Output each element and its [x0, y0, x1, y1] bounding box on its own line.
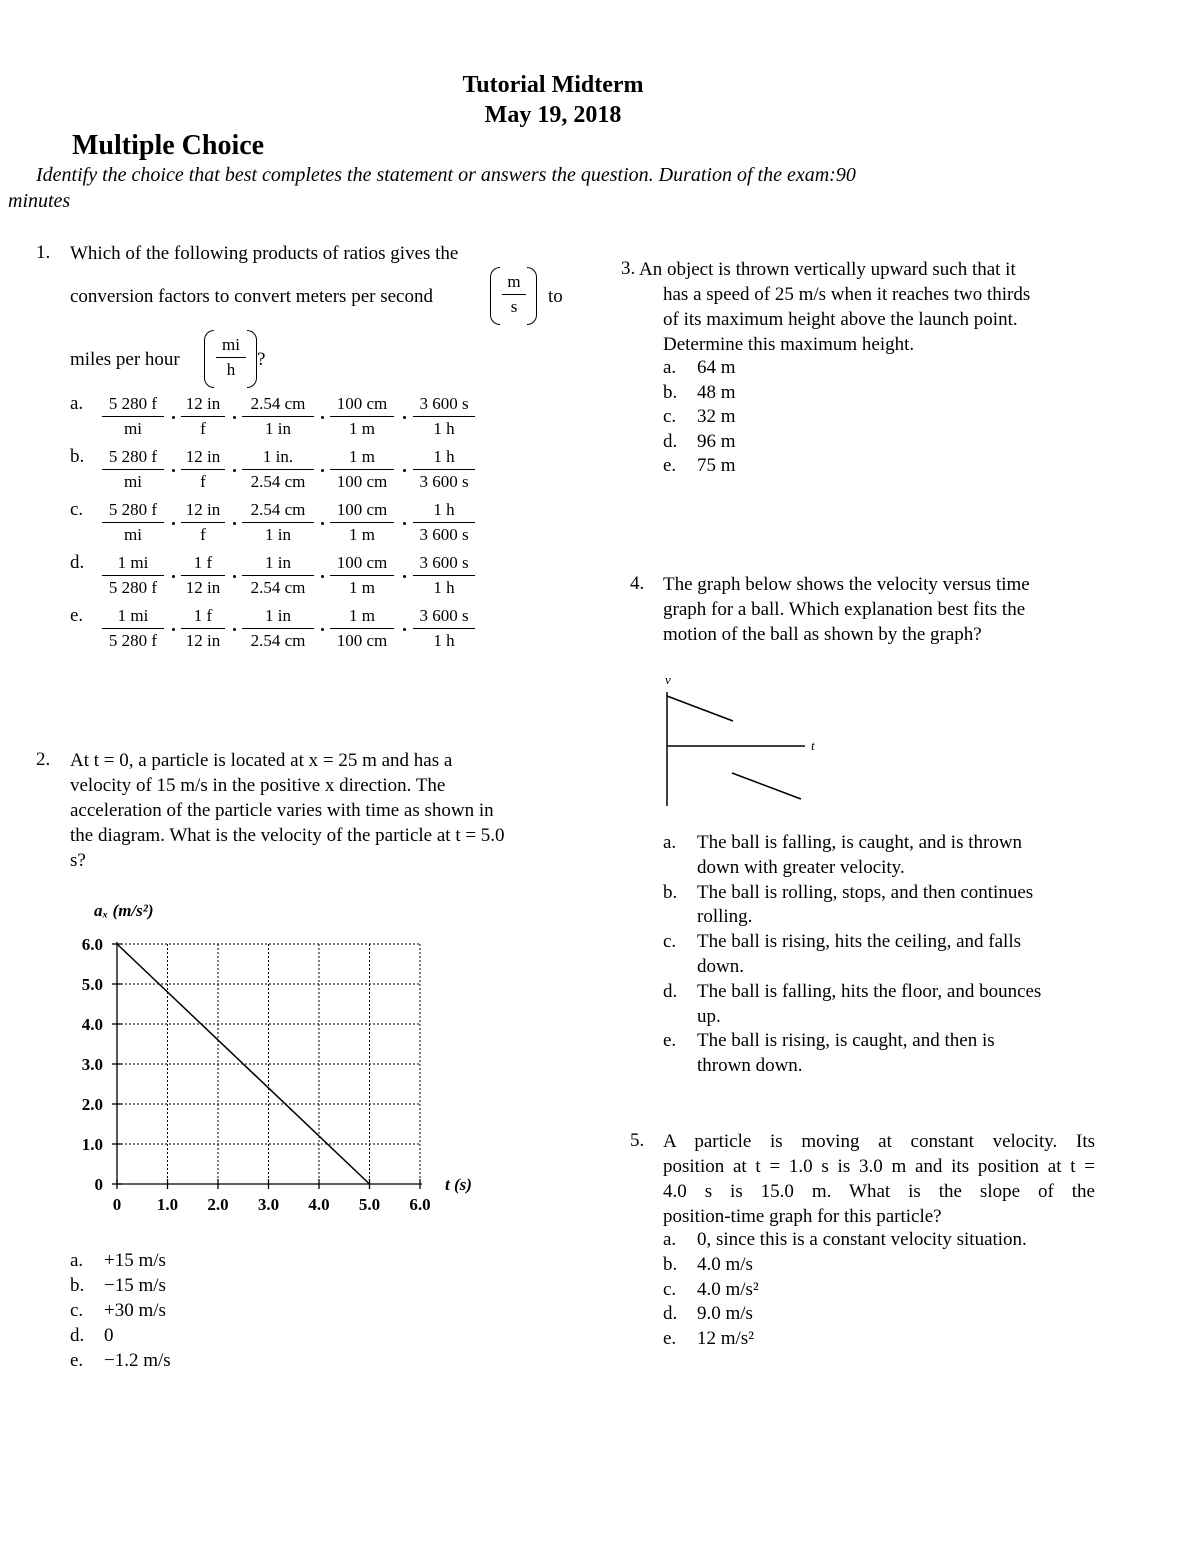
conversion-fraction [242, 392, 314, 441]
conversion-fraction [242, 604, 314, 653]
option-b[interactable] [70, 1273, 171, 1298]
option-b[interactable] [663, 381, 736, 406]
multiplication-dot [233, 575, 236, 578]
fraction-numerator: 12 in [181, 392, 225, 417]
unit-fraction-mi-per-h [216, 333, 246, 382]
fraction-numerator: 2.54 cm [242, 498, 314, 523]
conversion-fraction [413, 445, 475, 494]
multiplication-dot [172, 522, 175, 525]
option-text-line: down. [697, 955, 744, 977]
fraction-numerator: 12 in [181, 498, 225, 523]
conversion-fraction [242, 445, 314, 494]
option-letter: c. [663, 1278, 677, 1300]
fraction-denominator: 1 h [433, 578, 455, 597]
option-letter: a. [663, 1229, 677, 1250]
question-text-line: The graph below shows the velocity versus time [663, 574, 1030, 595]
option-text: 4.0 m/s² [697, 1278, 759, 1300]
question-text-line: 4.0 s is 15.0 m. What is the slope of the [663, 1181, 1095, 1202]
question-5-options [663, 1228, 1027, 1352]
option-letter: c. [70, 1300, 84, 1321]
question-text-line: At t = 0, a particle is located at x = 25 m and has a [70, 750, 453, 771]
fraction-numerator: 1 f [181, 551, 225, 576]
question-text-line: the diagram. What is the velocity of the particle at t = 5.0 [70, 825, 505, 846]
option-text-line: The ball is rolling, stops, and then continues [697, 881, 1034, 903]
conversion-fraction [102, 498, 164, 547]
question-number: 2. [36, 749, 51, 770]
question-text [663, 572, 1030, 647]
question-text [70, 748, 505, 873]
question-text-line: s? [70, 850, 86, 871]
question-text-line: acceleration of the particle varies with time as shown in [70, 800, 494, 821]
conversion-fraction [242, 498, 314, 547]
velocity-time-sketch [655, 668, 835, 813]
option-letter: e. [663, 455, 677, 476]
conversion-fraction [181, 551, 225, 600]
fraction-denominator: 12 in [185, 631, 221, 650]
y-tick-label: 2.0 [81, 1095, 103, 1114]
conversion-fraction [330, 604, 394, 653]
option-text-line: rolling. [697, 906, 753, 928]
question-text-line: miles per hour [70, 349, 180, 370]
fraction-numerator: 5 280 f [102, 498, 164, 523]
exam-title: Tutorial Midterm [462, 72, 644, 98]
conversion-fraction [102, 551, 164, 600]
option-letter: a. [70, 1250, 84, 1271]
question-2-options [70, 1248, 171, 1373]
option-letter: b. [663, 381, 678, 403]
fraction-numerator: 1 h [413, 445, 475, 470]
conversion-fraction [181, 392, 225, 441]
option-text: 96 m [697, 430, 736, 452]
x-tick-label: 0 [112, 1195, 122, 1214]
option-letter: a. [70, 393, 84, 414]
fraction-numerator: mi [216, 333, 246, 358]
fraction-denominator: 2.54 cm [250, 631, 306, 650]
fraction-numerator: 1 mi [102, 604, 164, 629]
option-letter: e. [70, 605, 84, 626]
fraction-denominator: 1 m [349, 419, 375, 438]
fraction-numerator: 2.54 cm [242, 392, 314, 417]
conversion-fraction [330, 392, 394, 441]
option-letter: c. [663, 931, 677, 953]
option-c[interactable] [663, 405, 736, 430]
y-tick-label: 1.0 [81, 1135, 103, 1154]
option-b[interactable] [663, 881, 1041, 931]
fraction-denominator: mi [124, 419, 142, 438]
multiplication-dot [321, 628, 324, 631]
multiplication-dot [403, 628, 406, 631]
option-letter: b. [663, 881, 678, 903]
acceleration-time-chart [60, 890, 500, 1220]
instructions [8, 162, 1058, 214]
multiplication-dot [172, 628, 175, 631]
fraction-denominator: f [200, 419, 206, 438]
fraction-denominator: 5 280 f [108, 578, 158, 597]
option-text-line: down with greater velocity. [697, 856, 905, 878]
multiplication-dot [403, 522, 406, 525]
question-text-line: A particle is moving at constant velocity. Its [663, 1131, 1095, 1152]
option-text: −15 m/s [104, 1275, 166, 1296]
question-text-line: An object is thrown vertically upward such that it [639, 259, 1016, 280]
question-text-line: ? [257, 349, 266, 370]
option-text: 12 m/s² [697, 1328, 754, 1350]
fraction-numerator: 3 600 s [413, 604, 475, 629]
y-tick-label: 3.0 [81, 1055, 103, 1074]
fraction-numerator: 12 in [181, 445, 225, 470]
fraction-denominator: 1 in [265, 525, 291, 544]
multiplication-dot [172, 416, 175, 419]
conversion-fraction [413, 604, 475, 653]
question-text-line: velocity of 15 m/s in the positive x direction. The [70, 775, 446, 796]
fraction-denominator: 1 m [349, 578, 375, 597]
question-number: 1. [36, 242, 51, 263]
option-letter: e. [70, 1350, 84, 1371]
option-letter: b. [663, 1253, 678, 1275]
option-d[interactable] [70, 1323, 171, 1348]
fraction-denominator: f [200, 525, 206, 544]
option-letter: e. [663, 1328, 677, 1350]
option-text: 64 m [697, 357, 736, 378]
option-letter: a. [663, 832, 677, 853]
question-text-line: graph for a ball. Which explanation best fits the [663, 599, 1026, 620]
option-e[interactable] [663, 454, 736, 479]
conversion-fraction [413, 498, 475, 547]
question-text-line: Which of the following products of ratios gives the [70, 243, 459, 264]
question-text [663, 282, 1030, 357]
velocity-segment-2 [732, 773, 801, 799]
option-letter: d. [70, 552, 85, 573]
fraction-denominator: 2.54 cm [250, 578, 306, 597]
conversion-fraction [330, 445, 394, 494]
y-tick-label: 0 [94, 1175, 103, 1194]
question-text [663, 1129, 1095, 1229]
option-letter: a. [663, 357, 677, 378]
multiplication-dot [172, 469, 175, 472]
fraction-numerator: 3 600 s [413, 392, 475, 417]
right-paren [527, 267, 537, 325]
option-letter: b. [70, 1275, 85, 1296]
fraction-numerator: 1 in [242, 604, 314, 629]
fraction-numerator: 3 600 s [413, 551, 475, 576]
conversion-fraction [181, 445, 225, 494]
fraction-numerator: 1 m [330, 604, 394, 629]
multiplication-dot [321, 575, 324, 578]
section-heading: Multiple Choice [72, 130, 265, 161]
option-text: 48 m [697, 381, 736, 403]
option-e[interactable] [70, 1348, 171, 1373]
conversion-fraction [413, 392, 475, 441]
fraction-denominator: 3 600 s [419, 472, 469, 491]
option-text-line: up. [697, 1005, 721, 1027]
question-text-line: position at t = 1.0 s is 3.0 m and its position at t = [663, 1156, 1095, 1177]
fraction-denominator: 1 h [433, 631, 455, 650]
fraction-denominator: h [226, 360, 236, 379]
question-text-line: position-time graph for this particle? [663, 1206, 942, 1227]
option-letter: b. [70, 446, 85, 467]
option-letter: c. [663, 406, 677, 427]
fraction-denominator: 2.54 cm [250, 472, 306, 491]
option-text-line: The ball is rising, is caught, and then is [697, 1030, 995, 1052]
unit-fraction-m-per-s [502, 270, 526, 319]
velocity-segment-1 [667, 696, 733, 721]
fraction-denominator: 1 m [349, 525, 375, 544]
option-text: 0, since this is a constant velocity situation. [697, 1229, 1027, 1250]
option-text-line: The ball is rising, hits the ceiling, and falls [697, 931, 1021, 953]
v-axis-label: v [665, 672, 671, 687]
conversion-fraction [102, 445, 164, 494]
option-letter: e. [663, 1030, 677, 1052]
fraction-denominator: 100 cm [336, 472, 388, 491]
option-text-line: The ball is falling, is caught, and is thrown [697, 832, 1023, 853]
multiplication-dot [321, 522, 324, 525]
question-number: 5. [630, 1130, 645, 1151]
fraction-denominator: 100 cm [336, 631, 388, 650]
exam-date: May 19, 2018 [484, 102, 622, 128]
question-text-line: of its maximum height above the launch point. [663, 309, 1018, 330]
option-letter: c. [70, 499, 84, 520]
multiplication-dot [233, 416, 236, 419]
option-letter: d. [663, 1303, 678, 1325]
fraction-denominator: 1 in [265, 419, 291, 438]
multiplication-dot [233, 469, 236, 472]
option-a[interactable] [663, 831, 1041, 881]
multiplication-dot [233, 522, 236, 525]
option-d[interactable] [663, 980, 1041, 1030]
option-letter: d. [663, 430, 678, 452]
option-d[interactable] [663, 1302, 1027, 1327]
y-axis-label: aₓ (m/s²) [94, 901, 154, 920]
y-tick-label: 6.0 [81, 935, 103, 954]
option-c[interactable] [70, 1298, 171, 1323]
question-number: 4. [630, 573, 645, 594]
instructions-line-1: Identify the choice that best completes the statement or answers the question. Duration of the exam:90 [36, 164, 856, 186]
multiplication-dot [233, 628, 236, 631]
option-text: 9.0 m/s [697, 1303, 753, 1325]
option-b[interactable] [663, 1253, 1027, 1278]
question-text-line: motion of the ball as shown by the graph? [663, 624, 982, 645]
conversion-fraction [330, 551, 394, 600]
option-text: 0 [104, 1325, 114, 1346]
option-text: 75 m [697, 455, 736, 476]
multiplication-dot [321, 416, 324, 419]
multiplication-dot [403, 416, 406, 419]
fraction-denominator: 3 600 s [419, 525, 469, 544]
conversion-fraction [242, 551, 314, 600]
question-text-line: to [548, 286, 563, 307]
fraction-numerator: 1 h [413, 498, 475, 523]
multiplication-dot [321, 469, 324, 472]
x-tick-label: 4.0 [308, 1195, 330, 1214]
fraction-denominator: s [510, 297, 518, 316]
option-text-line: thrown down. [697, 1055, 803, 1077]
option-c[interactable] [663, 930, 1041, 980]
conversion-fraction [102, 392, 164, 441]
option-text: +30 m/s [104, 1300, 166, 1321]
x-tick-label: 1.0 [156, 1195, 179, 1214]
option-e[interactable] [663, 1327, 1027, 1352]
fraction-numerator: 5 280 f [102, 445, 164, 470]
x-tick-label: 3.0 [257, 1195, 280, 1214]
fraction-numerator: 1 in [242, 551, 314, 576]
option-text: 4.0 m/s [697, 1253, 753, 1275]
fraction-numerator: 100 cm [330, 392, 394, 417]
question-text-line: has a speed of 25 m/s when it reaches two thirds [663, 284, 1031, 305]
fraction-denominator: 1 h [433, 419, 455, 438]
y-tick-label: 5.0 [81, 975, 103, 994]
fraction-numerator: 1 mi [102, 551, 164, 576]
fraction-denominator: 12 in [185, 578, 221, 597]
conversion-fraction [413, 551, 475, 600]
x-tick-label: 5.0 [358, 1195, 381, 1214]
fraction-numerator: 100 cm [330, 498, 394, 523]
option-letter: d. [70, 1325, 85, 1346]
conversion-fraction [330, 498, 394, 547]
left-paren [490, 267, 500, 325]
option-c[interactable] [663, 1278, 1027, 1303]
option-text-line: The ball is falling, hits the floor, and bounces [697, 980, 1042, 1002]
conversion-fraction [102, 604, 164, 653]
option-e[interactable] [663, 1029, 1041, 1079]
t-axis-label: t [811, 738, 815, 753]
fraction-numerator: 100 cm [330, 551, 394, 576]
question-text-line: Determine this maximum height. [663, 334, 915, 355]
right-paren [247, 330, 257, 388]
question-text-line: conversion factors to convert meters per second [70, 286, 433, 307]
fraction-numerator: 1 m [330, 445, 394, 470]
multiplication-dot [403, 469, 406, 472]
option-letter: d. [663, 980, 678, 1002]
fraction-denominator: mi [124, 472, 142, 491]
fraction-numerator: 1 in. [242, 445, 314, 470]
fraction-denominator: f [200, 472, 206, 491]
question-4-options [663, 831, 1041, 1079]
multiplication-dot [172, 575, 175, 578]
option-text: −1.2 m/s [104, 1350, 171, 1371]
x-axis-label: t (s) [445, 1175, 472, 1194]
x-tick-label: 6.0 [409, 1195, 431, 1214]
conversion-fraction [181, 498, 225, 547]
option-text: 32 m [697, 406, 736, 427]
fraction-denominator: 5 280 f [108, 631, 158, 650]
option-d[interactable] [663, 430, 736, 455]
question-number: 3. [621, 258, 636, 279]
multiplication-dot [403, 575, 406, 578]
x-tick-label: 2.0 [207, 1195, 229, 1214]
fraction-numerator: 5 280 f [102, 392, 164, 417]
y-tick-label: 4.0 [81, 1015, 103, 1034]
fraction-numerator: 1 f [181, 604, 225, 629]
option-a[interactable] [663, 356, 736, 381]
fraction-numerator: m [502, 270, 526, 295]
fraction-denominator: mi [124, 525, 142, 544]
question-3-options [663, 356, 736, 479]
option-a[interactable] [663, 1228, 1027, 1253]
option-text: +15 m/s [104, 1250, 166, 1271]
conversion-fraction [181, 604, 225, 653]
instructions-line-2: minutes [8, 190, 71, 212]
left-paren [204, 330, 214, 388]
option-a[interactable] [70, 1248, 171, 1273]
